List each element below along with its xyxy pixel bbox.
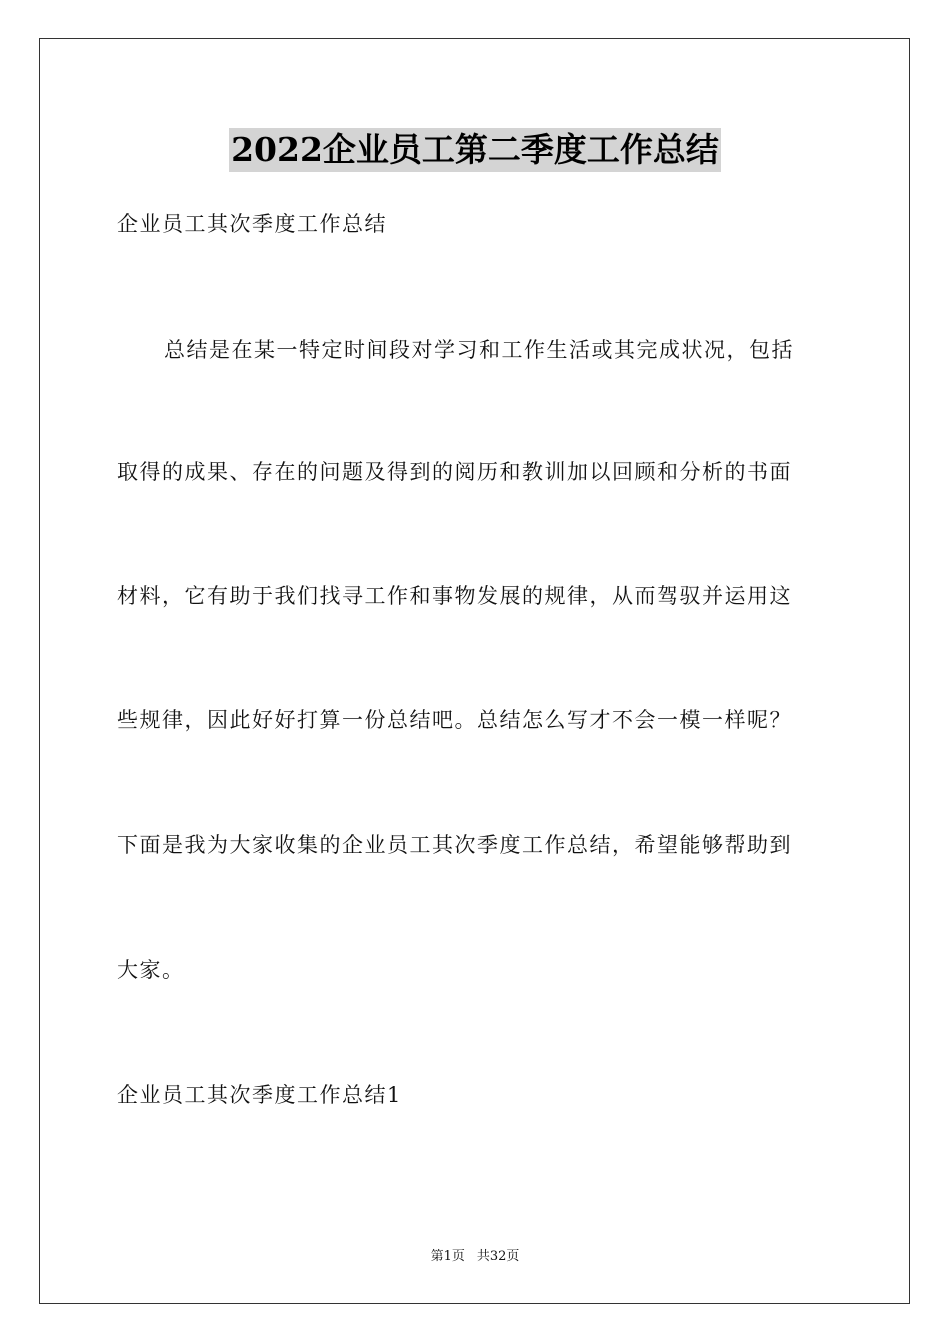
page-total: 共32页 — [476, 1249, 520, 1264]
paragraph-line: 大家。 — [117, 958, 185, 982]
paragraph-line: 总结是在某一特定时间段对学习和工作生活或其完成状况，包括 — [164, 338, 794, 362]
paragraph-line: 材料，它有助于我们找寻工作和事物发展的规律，从而驾驭并运用这 — [117, 584, 792, 608]
paragraph-line: 下面是我为大家收集的企业员工其次季度工作总结，希望能够帮助到 — [117, 833, 792, 857]
title-container — [0, 128, 950, 172]
paragraph-line: 些规律，因此好好打算一份总结吧。总结怎么写才不会一模一样呢？ — [117, 708, 792, 732]
document-title: 2022企业员工第二季度工作总结 — [229, 128, 721, 172]
paragraph-line: 取得的成果、存在的问题及得到的阅历和教训加以回顾和分析的书面 — [117, 460, 792, 484]
page-number: 第1页 — [430, 1249, 465, 1264]
document-subtitle: 企业员工其次季度工作总结 — [117, 212, 387, 236]
page-footer — [0, 1248, 950, 1266]
section-heading: 企业员工其次季度工作总结1 — [117, 1083, 402, 1107]
